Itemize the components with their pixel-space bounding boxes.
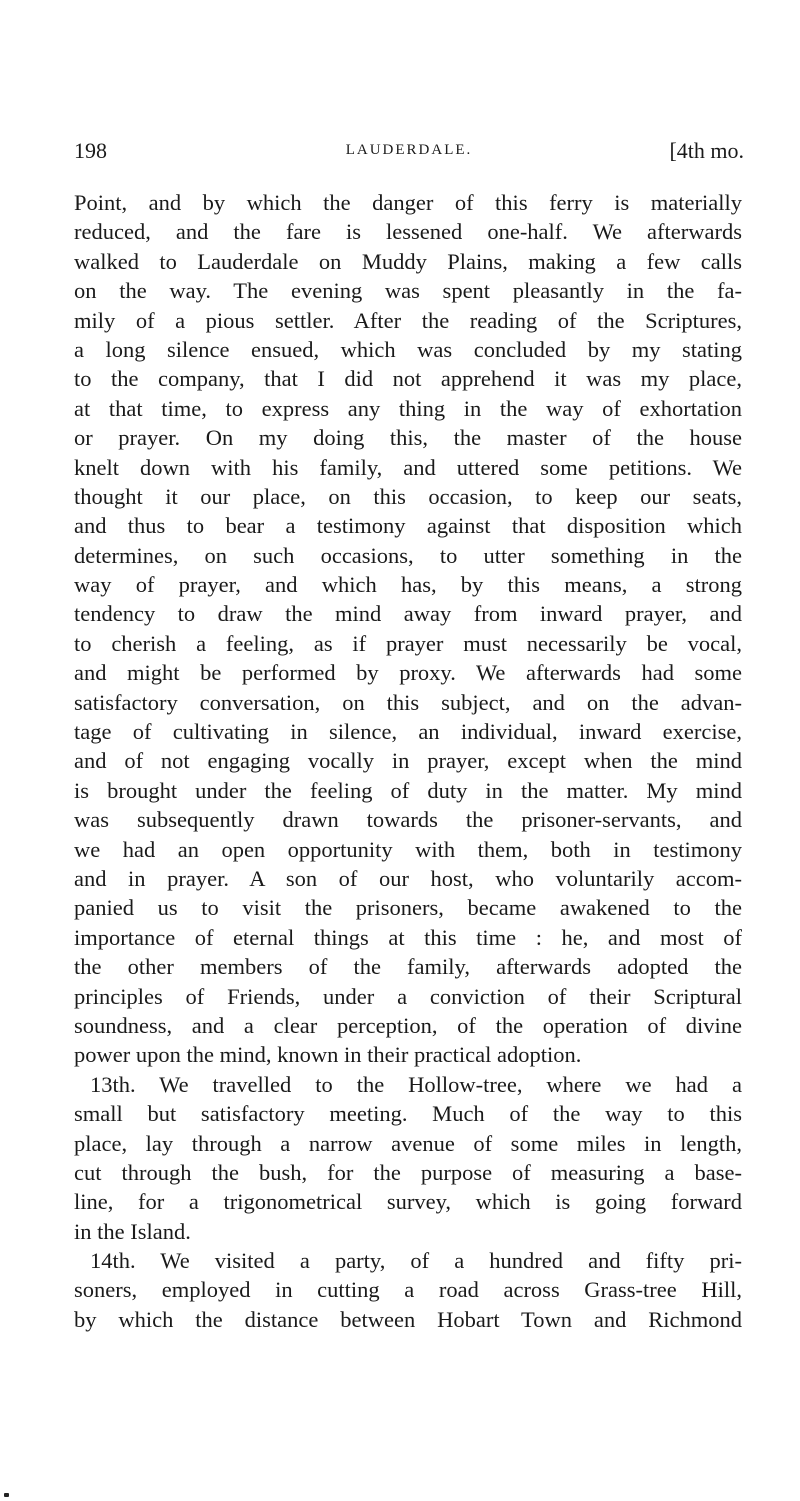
scan-speck xyxy=(4,1493,9,1497)
text-line: by which the distance between Hobart Town and Richmond xyxy=(74,1306,742,1332)
text-line: panied us to visit the prisoners, became awakened to the xyxy=(74,895,742,921)
text-line: principles of Friends, under a conviction of their Scriptural xyxy=(74,983,742,1009)
paragraph-13th xyxy=(74,1070,742,1246)
text-line: small but satisfactory meeting. Much of the way to this xyxy=(74,1101,742,1127)
page-number: 198 xyxy=(74,138,107,163)
text-line: thought it our place, on this occasion, to keep our seats, xyxy=(74,483,742,509)
text-line: and of not engaging vocally in prayer, except when the mind xyxy=(74,748,742,774)
text-line: or prayer. On my doing this, the master of the house xyxy=(74,425,742,451)
text-line: and in prayer. A son of our host, who voluntarily accom- xyxy=(74,865,742,891)
text-line: to the company, that I did not apprehend it was my place, xyxy=(74,366,742,392)
body-text xyxy=(74,188,742,1334)
text-line: in the Island. xyxy=(74,1218,191,1244)
text-line: was subsequently drawn towards the prisoner-servants, and xyxy=(74,807,742,833)
text-line: soundness, and a clear perception, of the operation of divine xyxy=(74,1012,742,1038)
text-line: mily of a pious settler. After the reading of the Scriptures, xyxy=(74,307,742,333)
text-line: importance of eternal things at this time : he, and most of xyxy=(74,924,742,950)
text-line: cut through the bush, for the purpose of measuring a base- xyxy=(74,1159,742,1185)
text-line: on the way. The evening was spent pleasantly in the fa- xyxy=(74,278,742,304)
paragraph-14th xyxy=(74,1246,742,1334)
text-line: to cherish a feeling, as if prayer must necessarily be vocal, xyxy=(74,630,742,656)
text-line: walked to Lauderdale on Muddy Plains, making a few calls xyxy=(74,248,742,274)
text-line: 13th. We travelled to the Hollow-tree, where we had a xyxy=(90,1071,742,1097)
text-line: Point, and by which the danger of this ferry is materially xyxy=(74,190,742,215)
text-line: tage of cultivating in silence, an individual, inward exercise, xyxy=(74,719,742,745)
section-marker: [4th mo. xyxy=(669,138,744,163)
text-line: soners, employed in cutting a road across Grass-tree Hill, xyxy=(74,1277,742,1303)
text-line: determines, on such occasions, to utter something in the xyxy=(74,542,742,568)
text-line: and might be performed by proxy. We afterwards had some xyxy=(74,660,742,686)
text-line: way of prayer, and which has, by this means, a strong xyxy=(74,572,742,598)
text-line: at that time, to express any thing in the way of exhortation xyxy=(74,395,742,421)
text-line: satisfactory conversation, on this subject, and on the advan- xyxy=(74,689,742,715)
text-line: power upon the mind, known in their practical adoption. xyxy=(74,1042,582,1068)
text-line: and thus to bear a testimony against that disposition which xyxy=(74,513,742,539)
text-line: 14th. We visited a party, of a hundred and fifty pri- xyxy=(90,1248,742,1274)
text-line: is brought under the feeling of duty in the matter. My mind xyxy=(74,777,742,803)
text-line: place, lay through a narrow avenue of some miles in length, xyxy=(74,1130,742,1156)
text-line: knelt down with his family, and uttered some petitions. We xyxy=(74,454,742,480)
text-line: reduced, and the fare is lessened one-half. We afterwards xyxy=(74,219,742,245)
running-title: LAUDERDALE. xyxy=(345,142,473,158)
page-header xyxy=(74,138,744,174)
text-line: the other members of the family, afterwards adopted the xyxy=(74,954,742,980)
text-line: we had an open opportunity with them, both in testimony xyxy=(74,836,742,862)
text-line: line, for a trigonometrical survey, which is going forward xyxy=(74,1189,742,1215)
text-line: a long silence ensued, which was concluded by my stating xyxy=(74,336,742,362)
text-line: tendency to draw the mind away from inward prayer, and xyxy=(74,601,742,627)
paragraph-lauderdale xyxy=(74,188,742,1070)
